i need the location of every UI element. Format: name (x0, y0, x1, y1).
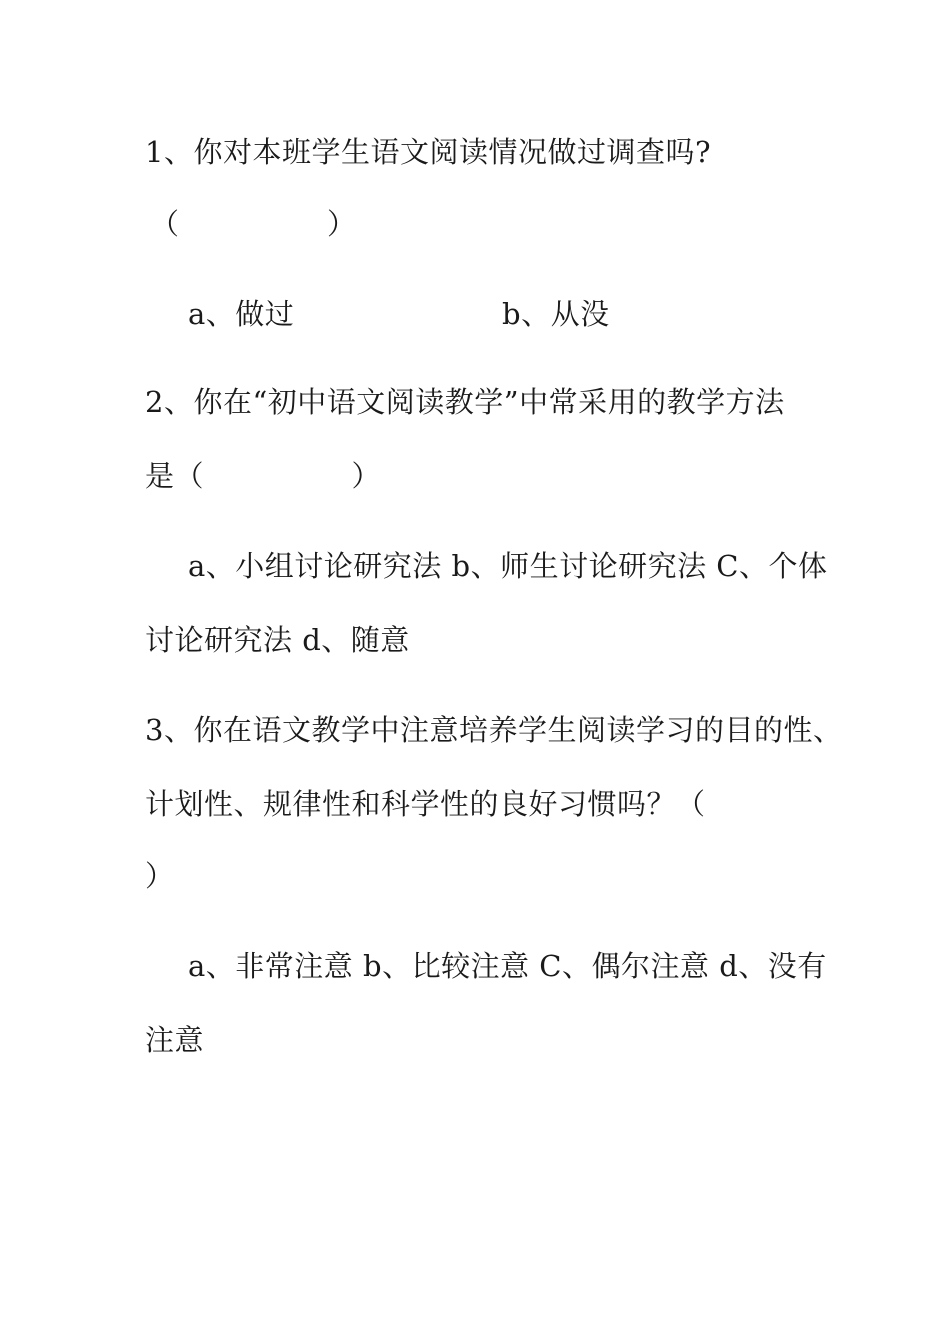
question-2-options: a、小组讨论研究法 b、师生讨论研究法 C、个体 (188, 549, 828, 583)
question-1-text: 1、你对本班学生语文阅读情况做过调查吗? (145, 135, 711, 169)
question-2-text: 2、你在“初中语文阅读教学”中常采用的教学方法 (145, 385, 785, 419)
question-3-answer-close: ） (145, 859, 175, 893)
question-3-text-continued: 计划性、规律性和科学性的良好习惯吗？（ (145, 787, 706, 821)
question-3-options-continued: 注意 (145, 1023, 205, 1057)
question-2-text-continued: 是（ ） (145, 459, 382, 493)
question-3-options: a、非常注意 b、比较注意 C、偶尔注意 d、没有 (188, 949, 827, 983)
question-2-options-continued: 讨论研究法 d、随意 (145, 623, 410, 657)
question-1-option-b: b、从没 (502, 297, 610, 331)
question-1-option-a: a、做过 (188, 297, 295, 331)
question-1-answer-blank: （ ） (150, 207, 357, 241)
question-3-text: 3、你在语文教学中注意培养学生阅读学习的目的性、 (145, 713, 843, 747)
